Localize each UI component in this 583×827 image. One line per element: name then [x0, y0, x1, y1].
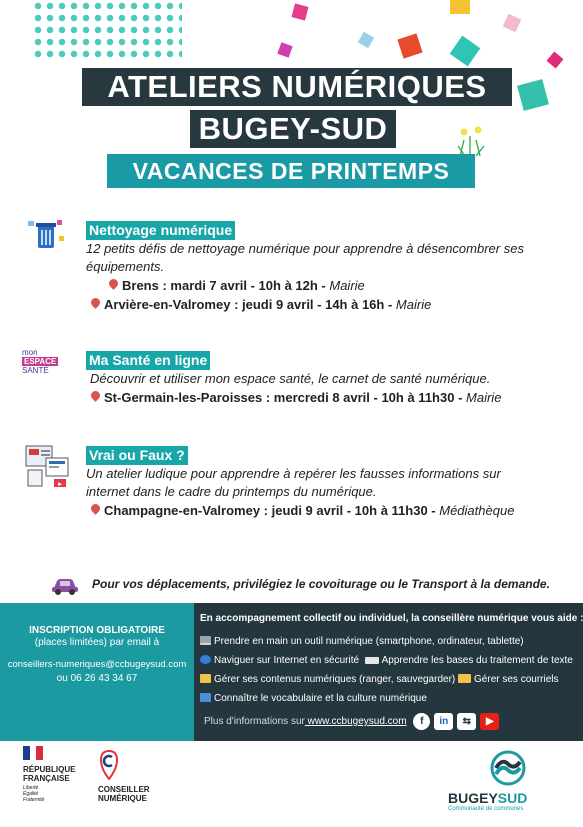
schedule-text: Brens : mardi 7 avril - 10h à 12h - — [122, 278, 326, 293]
bs-name-b: SUD — [497, 790, 528, 806]
bugey-sud-logo — [448, 750, 527, 813]
conseiller-numerique-icon — [100, 750, 118, 780]
mail-icon — [458, 674, 471, 683]
svg-text:▶: ▶ — [58, 481, 62, 488]
schedule-text: Champagne-en-Valromey : jeudi 9 avril - 10h à 11h30 - — [104, 503, 436, 518]
rf-line1: RÉPUBLIQUE — [23, 765, 76, 774]
location-pin-icon — [89, 296, 102, 309]
abc-icon — [200, 693, 211, 702]
decorative-square — [450, 36, 481, 67]
more-info-text: Plus d'informations sur — [204, 716, 305, 727]
section-description: Un atelier ludique pour apprendre à repérer les fausses informations sur — [86, 466, 501, 481]
accompaniment-text: Apprendre les bases du traitement de texte — [381, 655, 573, 666]
bus-icon[interactable]: ⇆ — [457, 713, 476, 730]
more-info-line — [194, 712, 583, 731]
accompaniment-text: Prendre en main un outil numérique (smartphone, ordinateur, tablette) — [214, 636, 524, 647]
main-title-location: BUGEY-SUD — [190, 110, 396, 148]
accompaniment-text: Naviguer sur Internet en sécurité — [214, 655, 360, 666]
icon-text: SANTÉ — [22, 366, 49, 375]
linkedin-icon[interactable]: in — [434, 713, 453, 730]
accompaniment-panel — [194, 603, 583, 741]
bs-name-a: BUGEY — [448, 790, 498, 806]
rf-motto: Égalité — [23, 791, 39, 797]
section-description: 12 petits défis de nettoyage numérique pour apprendre à désencombrer ses — [86, 241, 524, 256]
accompaniment-item — [194, 689, 583, 708]
main-title: ATELIERS NUMÉRIQUES — [82, 68, 512, 106]
accompaniment-text: Gérer ses contenus numériques (ranger, sauvegarder) — [214, 674, 456, 685]
section-description: Découvrir et utiliser mon espace santé, le carnet de santé numérique. — [90, 371, 491, 386]
folder-icon — [200, 674, 211, 683]
mon-espace-sante-icon — [22, 348, 70, 378]
website-link[interactable]: www.ccbugeysud.com — [304, 716, 407, 727]
decorative-square — [450, 0, 470, 14]
decorative-square — [503, 14, 522, 33]
location-pin-icon — [89, 502, 102, 515]
trash-bin-icon — [26, 218, 66, 252]
accompaniment-item — [194, 670, 583, 689]
section-title: Nettoyage numérique — [86, 221, 235, 240]
car-icon — [50, 574, 80, 596]
fake-news-icon — [24, 442, 72, 490]
decorative-square — [517, 79, 549, 111]
schedule-item — [86, 388, 576, 407]
accompaniment-item — [194, 651, 583, 670]
flower-decoration — [452, 122, 488, 158]
schedule-place: Mairie — [395, 297, 432, 312]
schedule-text: St-Germain-les-Paroisses : mercredi 8 avril - 10h à 11h30 - — [104, 390, 463, 405]
subtitle-banner: VACANCES DE PRINTEMPS — [107, 154, 475, 188]
section-nettoyage — [86, 221, 576, 314]
decorative-square — [358, 32, 374, 48]
decorative-square — [397, 33, 422, 58]
keyboard-icon — [365, 657, 379, 664]
rf-motto: Fraternité — [23, 797, 45, 803]
location-pin-icon — [107, 277, 120, 290]
section-title: Ma Santé en ligne — [86, 351, 210, 370]
rf-motto: Liberté — [23, 785, 39, 791]
accompaniment-item — [194, 632, 583, 651]
inscription-subtitle: (places limitées) par email à — [34, 637, 160, 648]
inscription-panel — [0, 603, 194, 741]
bugey-sud-emblem-icon — [490, 750, 526, 786]
transport-text: Pour vos déplacements, privilégiez le covoiturage ou le Transport à la demande. — [92, 577, 550, 591]
schedule-item — [86, 501, 576, 520]
decorative-square — [547, 52, 564, 69]
section-description: internet dans le cadre du printemps du numérique. — [86, 484, 377, 499]
transport-note — [50, 574, 570, 596]
accompaniment-text: Connaître le vocabulaire et la culture numérique — [214, 693, 427, 704]
section-description: équipements. — [86, 259, 165, 274]
decorative-square — [277, 42, 292, 57]
section-sante — [86, 351, 576, 407]
schedule-item — [86, 295, 576, 314]
youtube-icon[interactable]: ▶ — [480, 713, 499, 730]
icon-text: mon — [22, 348, 38, 357]
inscription-title: INSCRIPTION OBLIGATOIRE — [29, 625, 165, 636]
globe-icon — [200, 655, 211, 664]
facebook-icon[interactable]: f — [413, 713, 430, 730]
section-title: Vrai ou Faux ? — [86, 446, 188, 465]
decorative-square — [291, 3, 308, 20]
accompaniment-heading: En accompagnement collectif ou individuel, la conseillère numérique vous aide : — [200, 613, 583, 624]
republique-francaise-logo — [23, 746, 75, 803]
cn-line2: NUMÉRIQUE — [98, 794, 147, 803]
icon-text: ESPACE — [24, 357, 57, 366]
inscription-phone: ou 06 26 43 34 67 — [56, 673, 138, 684]
schedule-item — [104, 276, 576, 295]
accompaniment-text: Gérer ses courriels — [474, 674, 559, 685]
schedule-place: Mairie — [329, 278, 365, 293]
location-pin-icon — [89, 389, 102, 402]
bs-tagline: Communauté de communes — [448, 806, 524, 812]
inscription-email[interactable]: conseillers-numeriques@ccbugeysud.com — [7, 659, 187, 670]
marianne-icon — [23, 746, 43, 760]
rf-line2: FRANÇAISE — [23, 774, 70, 783]
cn-line1: CONSEILLER — [98, 785, 150, 794]
conseiller-numerique-logo — [98, 750, 150, 803]
schedule-place: Mairie — [466, 390, 502, 405]
decorative-dot-grid — [32, 0, 182, 60]
schedule-text: Arvière-en-Valromey : jeudi 9 avril - 14h à 16h - — [104, 297, 393, 312]
laptop-icon — [200, 636, 211, 645]
schedule-place: Médiathèque — [439, 503, 515, 518]
section-vrai-faux — [86, 446, 576, 520]
